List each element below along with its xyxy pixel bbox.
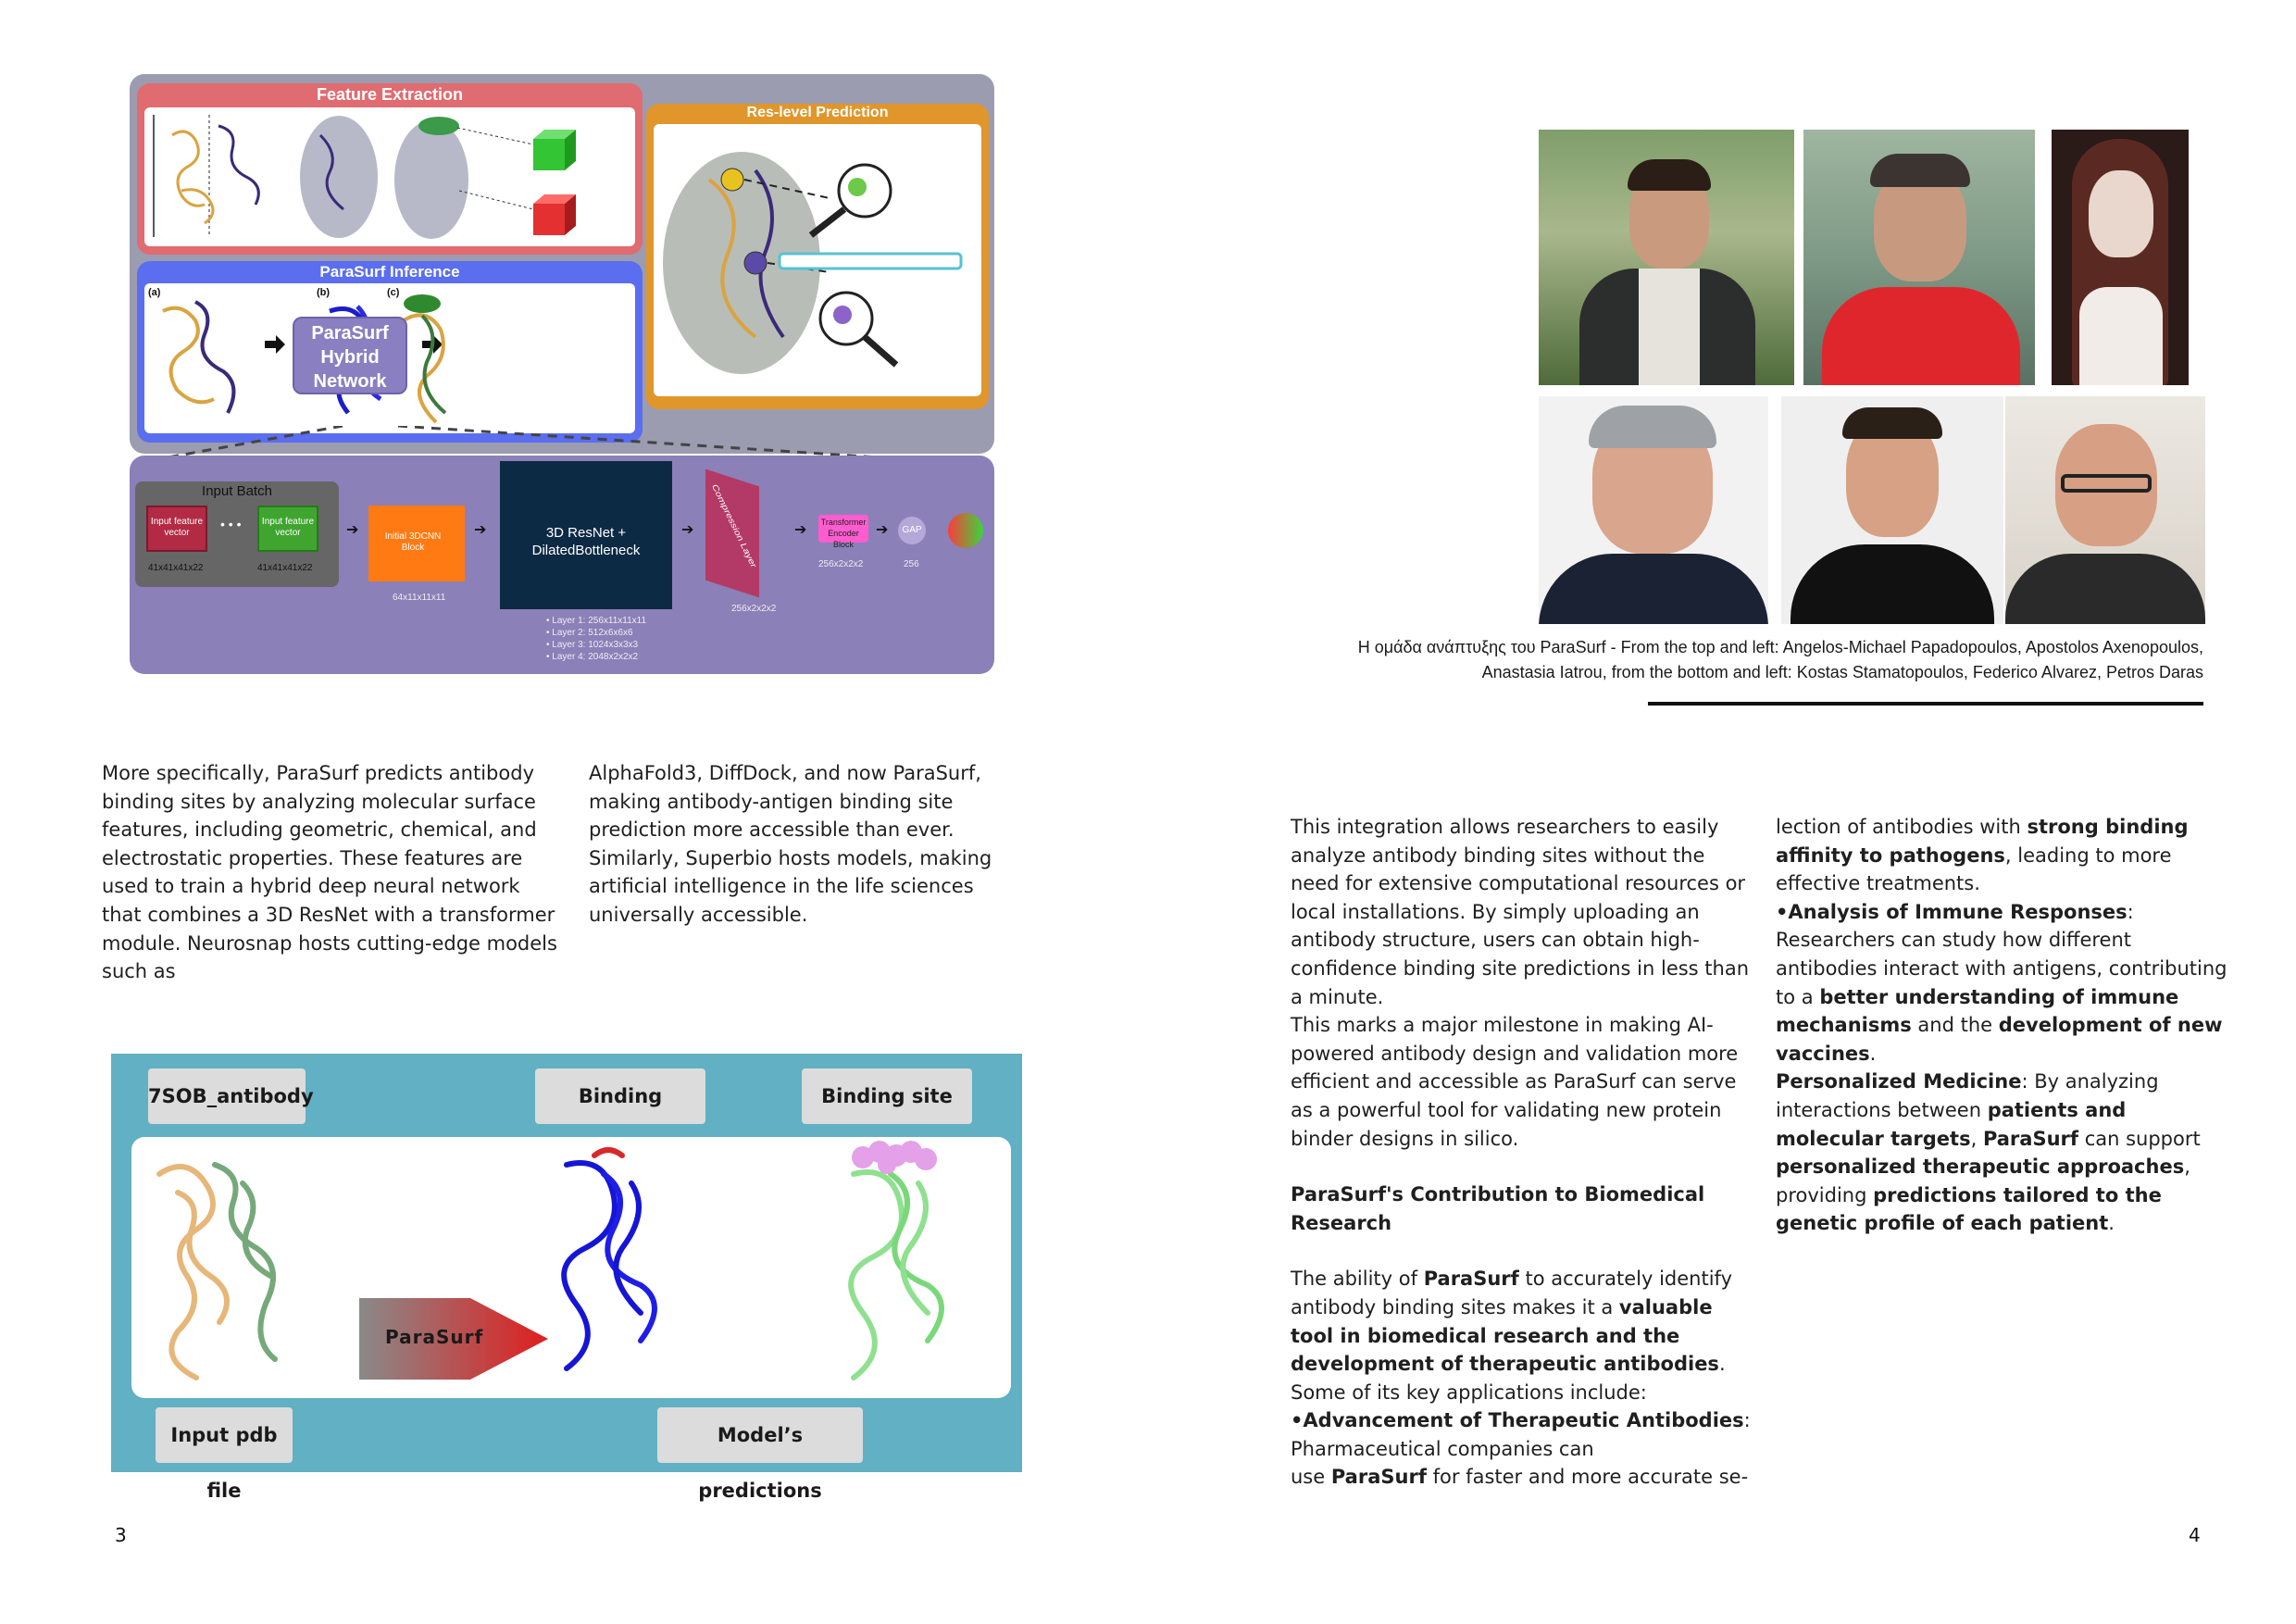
compression-layer: Compression Layer: [705, 469, 759, 598]
inference-content: [144, 283, 635, 433]
right-column-2: [1776, 813, 2227, 1238]
left-col2-paragraph-1: AlphaFold3, DiffDock, and now ParaSurf, making antibody-antigen binding site prediction more accessible than ever.: [589, 762, 981, 842]
transformer-dims: 256x2x2x2: [818, 559, 864, 569]
photo-caption-line-1: Η ομάδα ανάπτυξης του ParaSurf - From the top and left: Angelos-Michael Papadopoulos, Apostolos Axenopoulos,: [1357, 638, 2203, 656]
arrow-4: ➔: [794, 520, 807, 538]
photo-caption-line-2: Anastasia Iatrou, from the bottom and left: Kostas Stamatopoulos, Federico Alvarez, Petros Daras: [1481, 663, 2203, 681]
layer-1: • Layer 1: 256x11x11x11: [546, 616, 647, 626]
label-binding-site: Binding site: [802, 1068, 972, 1124]
page-number-right: 4: [2189, 1524, 2201, 1546]
feature-extraction-illustration: [144, 107, 635, 246]
team-photo-3: [2052, 130, 2189, 385]
inference-title: ParaSurf Inference: [319, 263, 460, 281]
label-input: Input pdb file: [156, 1407, 293, 1463]
photo-caption: [1278, 635, 2203, 685]
arrow-5: ➔: [876, 520, 889, 538]
input-vector-dims-2: 41x41x41x22: [257, 563, 313, 573]
input-vector-dims-1: 41x41x41x22: [148, 563, 204, 573]
right-col2-paragraph-1: lection of antibodies with strong binding affinity to pathogens, leading to more effective treatments.: [1776, 816, 2189, 895]
label-binding-residues: Binding: [535, 1068, 705, 1124]
hybrid-network-box: [293, 317, 407, 394]
layer-3: • Layer 3: 1024x3x3x3: [546, 640, 639, 650]
res-level-prediction-title: Res-level Prediction: [746, 105, 889, 120]
feature-extraction-content: [144, 107, 635, 246]
right-col1-paragraph-4: •Advancement of Therapeutic Antibodies: Pharmaceutical companies can use ParaSurf for faster and more accurate se-: [1291, 1409, 1751, 1489]
caption-rule: [1648, 702, 2203, 706]
workflow-illustration: [131, 1137, 1011, 1398]
inference-panel: [137, 261, 643, 443]
right-col1-paragraph-2: This marks a major milestone in making AI-powered antibody design and validation more efficient and accessible as ParaSurf can serve as a powerful tool for validating new protein binder designs in silico.: [1291, 1014, 1739, 1150]
left-column-1: [102, 759, 565, 986]
workflow-card: [131, 1137, 1011, 1398]
res-level-illustration: [654, 124, 981, 396]
input-batch-title: Input Batch: [202, 483, 272, 499]
gap-dims: 256: [904, 559, 919, 569]
ellipsis: • • •: [220, 517, 242, 531]
parasurf-arrow: [359, 1296, 550, 1385]
feature-extraction-panel: [137, 83, 643, 255]
hybrid-network-line-2: Hybrid: [320, 347, 380, 368]
cnn-block: Initial 3DCNN Block: [368, 506, 465, 581]
panel-label-a: (a): [148, 287, 161, 298]
section-heading: ParaSurf's Contribution to Biomedical Research: [1291, 1183, 1705, 1234]
right-col2-paragraph-2: •Analysis of Immune Responses: Researchers can study how different antibodies interact with antigens, contributing to a better understanding of immune mechanisms and the development of new vaccines.: [1776, 900, 2227, 1065]
input-batch-box: [135, 481, 339, 587]
arrow-3: ➔: [681, 520, 694, 538]
label-predictions: Model’s predictions: [657, 1407, 863, 1463]
workflow-figure: [111, 1054, 1022, 1502]
left-col2-paragraph-2: Similarly, Superbio hosts models, making artificial intelligence in the life sciences universally accessible.: [589, 846, 992, 926]
right-column-1: [1291, 813, 1753, 1492]
label-antibody: 7SOB_antibody: [148, 1068, 306, 1124]
team-photo-1: [1539, 130, 1794, 385]
feature-extraction-title: Feature Extraction: [316, 85, 464, 104]
hybrid-network-line-3: Network: [313, 371, 387, 392]
output-node: [948, 513, 983, 548]
gap-node: GAP: [898, 517, 926, 544]
panel-label-c: (c): [387, 287, 400, 298]
res-level-prediction-content: [654, 124, 981, 396]
compression-dims: 256x2x2x2: [731, 604, 777, 614]
right-col1-paragraph-3: The ability of ParaSurf to accurately identify antibody binding sites makes it a valuable tool in biomedical research and the development of therapeutic antibodies. Some of its key applications include:: [1291, 1268, 1733, 1404]
arrow-1: ➔: [346, 520, 359, 538]
team-photo-4: [1539, 396, 1768, 624]
arrow-2: ➔: [474, 520, 487, 538]
page-number-left: 3: [115, 1524, 127, 1546]
input-feature-vector-red: Input feature vector: [146, 506, 207, 552]
resnet-layers-list: [546, 615, 646, 663]
right-col2-paragraph-3: Personalized Medicine: By analyzing interactions between patients and molecular targets, ParaSurf can support personalized therapeutic approaches, providing predictions tailored to the genetic profile of each patient.: [1776, 1070, 2201, 1235]
left-col1-paragraph: More specifically, ParaSurf predicts antibody binding sites by analyzing molecular surface features, including geometric, chemical, and electrostatic properties. These features are used to train a hybrid deep neural network that combines a 3D ResNet with a transformer module. Neurosnap hosts cutting-edge models such as: [102, 762, 557, 983]
architecture-lower-panel: [130, 456, 994, 674]
resnet-block: 3D ResNet + DilatedBottleneck: [500, 461, 672, 609]
transformer-block: Transformer Encoder Block: [818, 515, 868, 543]
left-column-2: [589, 759, 1052, 930]
team-photo-5: [1781, 396, 2003, 624]
input-feature-vector-green: Input feature vector: [257, 506, 318, 552]
hybrid-network-line-1: ParaSurf: [311, 323, 389, 344]
architecture-figure: [130, 74, 994, 674]
res-level-prediction-panel: [646, 104, 989, 409]
right-col1-paragraph-1: This integration allows researchers to easily analyze antibody binding sites without the need for extensive computational resources or local installations. By simply uploading an antibody structure, users can obtain high-confidence binding site predictions in less than a minute.: [1291, 816, 1750, 1008]
cnn-block-dims: 64x11x11x11: [393, 593, 446, 603]
team-photo-6: [2005, 396, 2205, 624]
layer-2: • Layer 2: 512x6x6x6: [546, 628, 633, 638]
panel-label-b: (b): [317, 287, 331, 298]
architecture-upper-panel: [130, 74, 994, 454]
parasurf-arrow-text: ParaSurf: [385, 1326, 484, 1348]
team-photo-2: [1803, 130, 2035, 385]
layer-4: • Layer 4: 2048x2x2x2: [546, 652, 639, 662]
